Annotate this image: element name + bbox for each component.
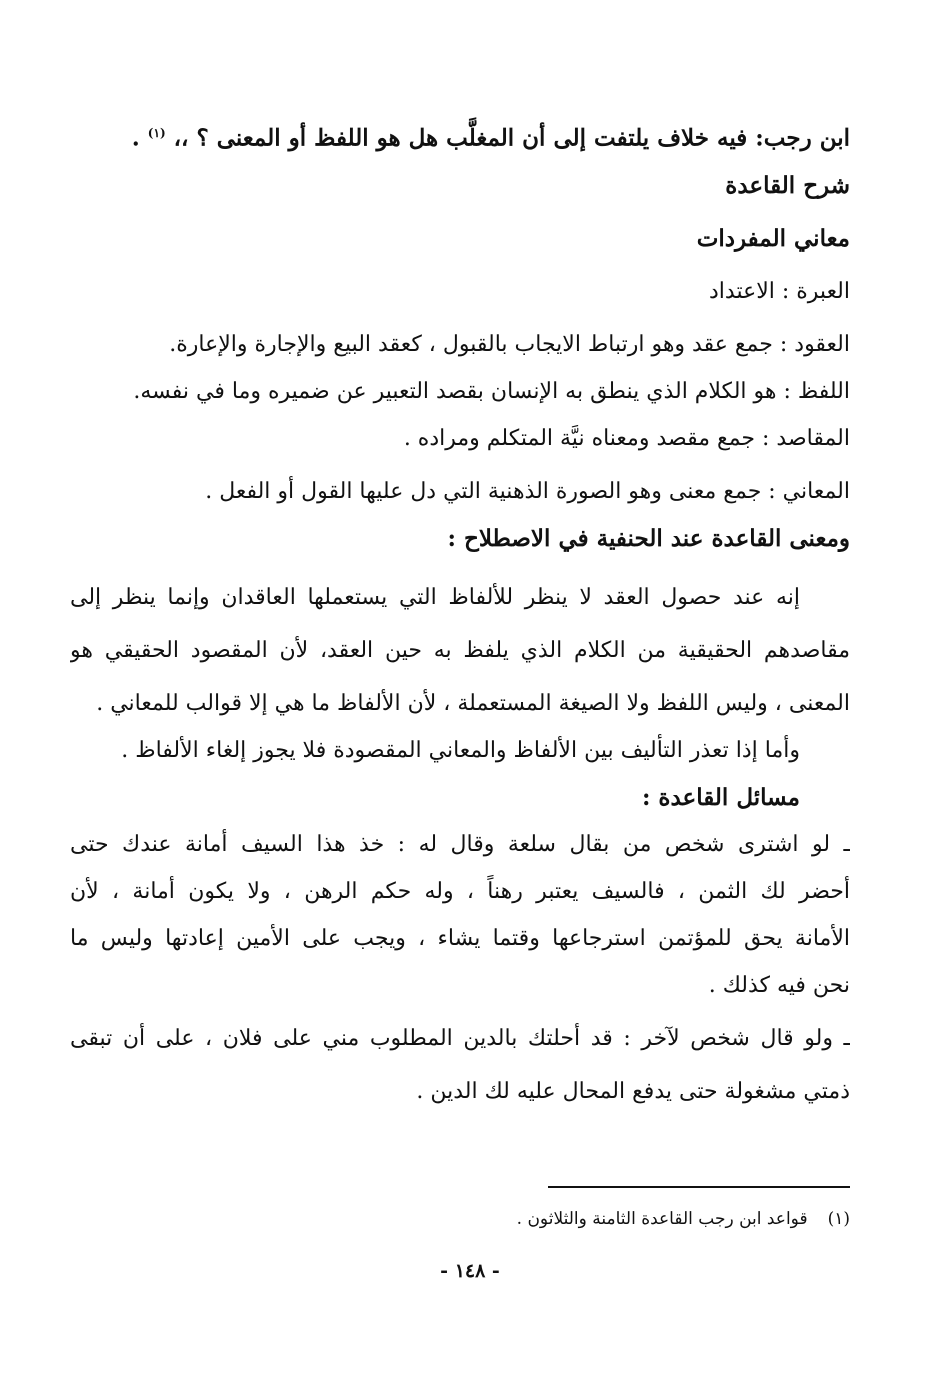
explanation-heading: شرح القاعدة bbox=[725, 171, 850, 199]
intro-end: . bbox=[131, 124, 148, 152]
hanafi-paragraph-line: المعنى ، وليس اللفظ ولا الصيغة المستعملة ، لأن الألفاظ ما هي إلا قوالب للمعاني . bbox=[96, 690, 850, 716]
hanafi-paragraph-line: مقاصدهم الحقيقية من الكلام الذي يلفظ به حين العقد، لأن المقصود الحقيقي هو bbox=[70, 637, 850, 663]
page-number: - ١٤٨ - bbox=[440, 1260, 500, 1282]
vocab-entry-uqud: العقود : جمع عقد وهو ارتباط الايجاب بالقبول ، كعقد البيع والإجارة والإعارة. bbox=[169, 331, 850, 357]
page-body bbox=[70, 110, 850, 1115]
footnote bbox=[300, 1206, 850, 1232]
issue-two-line: ـ ولو قال شخص لآخر : قد أحلتك بالدين المطلوب مني على فلان ، على أن تبقى bbox=[70, 1025, 850, 1051]
vocab-entry-ibra: العبرة : الاعتداد bbox=[708, 278, 850, 304]
intro-line bbox=[70, 110, 850, 162]
intro-text: ابن رجب: فيه خلاف يلتفت إلى أن المغلَّب هل هو اللفظ أو المعنى ؟ ،، bbox=[165, 124, 850, 152]
hanafi-heading: ومعنى القاعدة عند الحنفية في الاصطلاح : bbox=[447, 524, 850, 552]
issues-heading: مسائل القاعدة : bbox=[641, 783, 800, 811]
footnote-text: قواعد ابن رجب القاعدة الثامنة والثلاثون . bbox=[516, 1209, 808, 1229]
vocab-heading: معاني المفردات bbox=[696, 224, 850, 252]
issue-one-line: أحضر لك الثمن ، فالسيف يعتبر رهناً ، وله حكم الرهن ، ولا يكون أمانة ، لأن bbox=[70, 878, 850, 904]
issue-one-line: ـ لو اشترى شخص من بقال سلعة وقال له : خذ هذا السيف أمانة عندك حتى bbox=[70, 831, 850, 857]
footnote-divider bbox=[548, 1186, 850, 1188]
vocab-entry-maqasid: المقاصد : جمع مقصد ومعناه نيَّة المتكلم ومراده . bbox=[403, 425, 850, 451]
vocab-entry-maani: المعاني : جمع معنى وهو الصورة الذهنية التي دل عليها القول أو الفعل . bbox=[205, 478, 850, 504]
hanafi-paragraph-line: إنه عند حصول العقد لا ينظر للألفاظ التي يستعملها العاقدان وإنما ينظر إلى bbox=[70, 584, 800, 610]
issue-one-line: الأمانة يحق للمؤتمن استرجاعها وقتما يشاء ، ويجب على الأمين إعادتها وليس ما bbox=[70, 925, 850, 951]
issue-two-line: ذمتي مشغولة حتى يدفع المحال عليه لك الدين . bbox=[416, 1078, 850, 1104]
footnote-number: (١) bbox=[827, 1209, 850, 1229]
hanafi-closing-line: وأما إذا تعذر التأليف بين الألفاظ والمعاني المقصودة فلا يجوز إلغاء الألفاظ . bbox=[121, 737, 800, 763]
issue-one-line: نحن فيه كذلك . bbox=[708, 972, 850, 998]
footnote-reference: (١) bbox=[147, 126, 166, 140]
vocab-entry-lafz: اللفظ : هو الكلام الذي ينطق به الإنسان بقصد التعبير عن ضميره وما في نفسه. bbox=[133, 378, 850, 404]
